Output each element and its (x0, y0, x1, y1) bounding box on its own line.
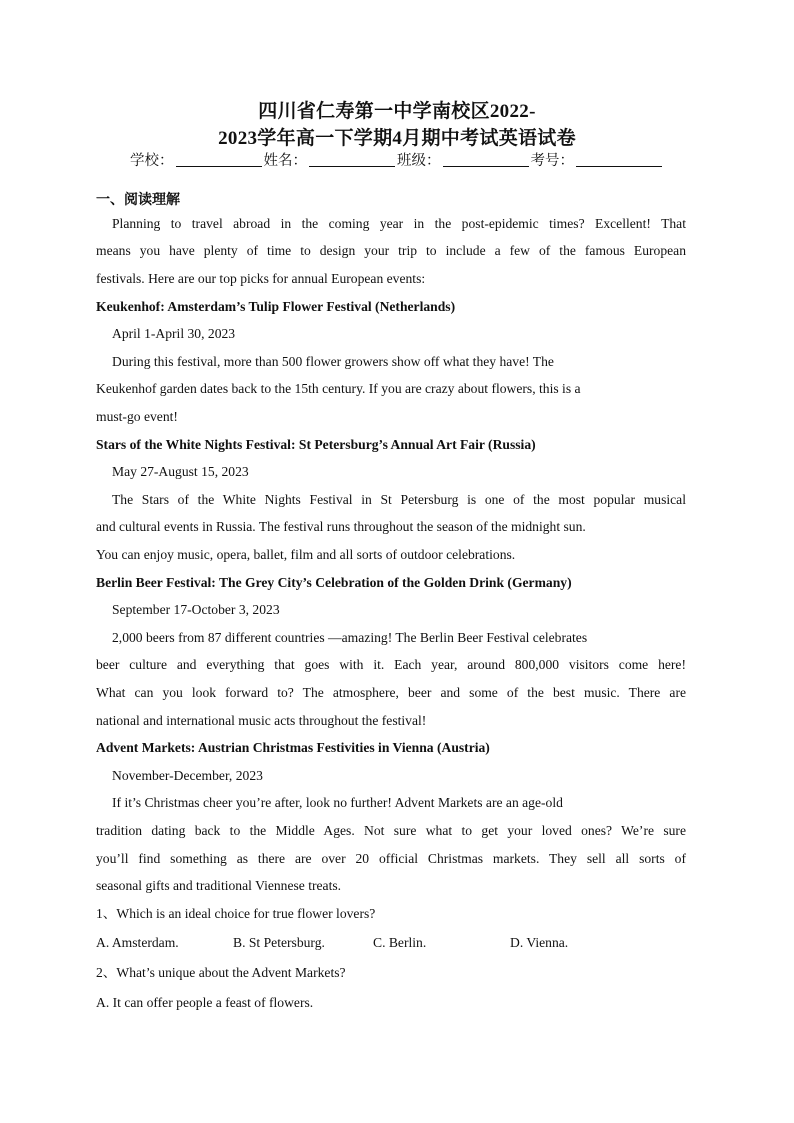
festival-text-line: 2,000 beers from 87 different countries —amazing! The Berlin Beer Festival celebrates (112, 630, 588, 645)
festival-date: September 17-October 3, 2023 (112, 602, 280, 617)
exam-title-line-1: 四川省仁寿第一中学南校区2022- (258, 101, 536, 122)
intro-line: festivals. Here are our top picks for annual European events: (96, 271, 426, 286)
festival-text-line: you’ll find something as there are over 20 official Christmas markets. They sell all sorts of (96, 851, 686, 866)
festival-text-line: You can enjoy music, opera, ballet, film and all sorts of outdoor celebrations. (96, 547, 516, 562)
exam-number-label: 考号： (530, 153, 574, 169)
option-b[interactable]: B. St Petersburg. (233, 935, 325, 950)
festival-text-line: and cultural events in Russia. The festival runs throughout the season of the midnight sun. (96, 519, 586, 534)
festival-text-line: What can you look forward to? The atmosphere, beer and some of the best music. There are (96, 685, 686, 700)
festival-heading: Berlin Beer Festival: The Grey City’s Celebration of the Golden Drink (Germany) (96, 575, 572, 590)
option-c[interactable]: C. Berlin. (373, 935, 427, 950)
festival-text-line: tradition dating back to the Middle Ages. Not sure what to get your loved ones? We’re sure (96, 823, 686, 838)
name-blank (309, 152, 395, 167)
option-a[interactable]: A. Amsterdam. (96, 935, 179, 950)
festival-date: November-December, 2023 (112, 768, 263, 783)
question-options (96, 935, 686, 953)
student-info-row (0, 149, 794, 170)
festival-date: April 1-April 30, 2023 (112, 326, 236, 341)
option-d[interactable]: D. Vienna. (510, 935, 569, 950)
festival-text-line: seasonal gifts and traditional Viennese treats. (96, 878, 342, 893)
name-label: 姓名： (263, 153, 307, 169)
exam-number-blank (576, 152, 662, 167)
festival-heading: Advent Markets: Austrian Christmas Festivities in Vienna (Austria) (96, 740, 490, 755)
festival-heading: Keukenhof: Amsterdam’s Tulip Flower Festival (Netherlands) (96, 299, 456, 314)
intro-line: means you have plenty of time to design your trip to include a few of the famous European (96, 243, 686, 258)
festival-text-line: national and international music acts throughout the festival! (96, 713, 427, 728)
school-blank (176, 152, 262, 167)
festival-text-line: The Stars of the White Nights Festival in St Petersburg is one of the most popular musical (112, 492, 686, 507)
festival-text-line: During this festival, more than 500 flower growers show off what they have! The (112, 354, 554, 369)
festival-text-line: must-go event! (96, 409, 178, 424)
section-heading: 一、阅读理解 (96, 193, 180, 208)
festival-text-line: Keukenhof garden dates back to the 15th century. If you are crazy about flowers, this is a (96, 381, 581, 396)
exam-title-line-2: 2023学年高一下学期4月期中考试英语试卷 (218, 128, 576, 149)
class-blank (443, 152, 529, 167)
class-label: 班级： (397, 153, 441, 169)
question-stem: 1、Which is an ideal choice for true flower lovers? (96, 906, 376, 921)
festival-text-line: beer culture and everything that goes with it. Each year, around 800,000 visitors come here! (96, 657, 686, 672)
question-stem: 2、What’s unique about the Advent Markets? (96, 965, 346, 980)
intro-line: Planning to travel abroad in the coming year in the post-epidemic times? Excellent! That (112, 216, 686, 231)
school-label: 学校： (130, 153, 174, 169)
option-a[interactable]: A. It can offer people a feast of flowers. (96, 995, 314, 1010)
festival-date: May 27-August 15, 2023 (112, 464, 249, 479)
festival-heading: Stars of the White Nights Festival: St Petersburg’s Annual Art Fair (Russia) (96, 437, 536, 452)
festival-text-line: If it’s Christmas cheer you’re after, look no further! Advent Markets are an age-old (112, 795, 563, 810)
